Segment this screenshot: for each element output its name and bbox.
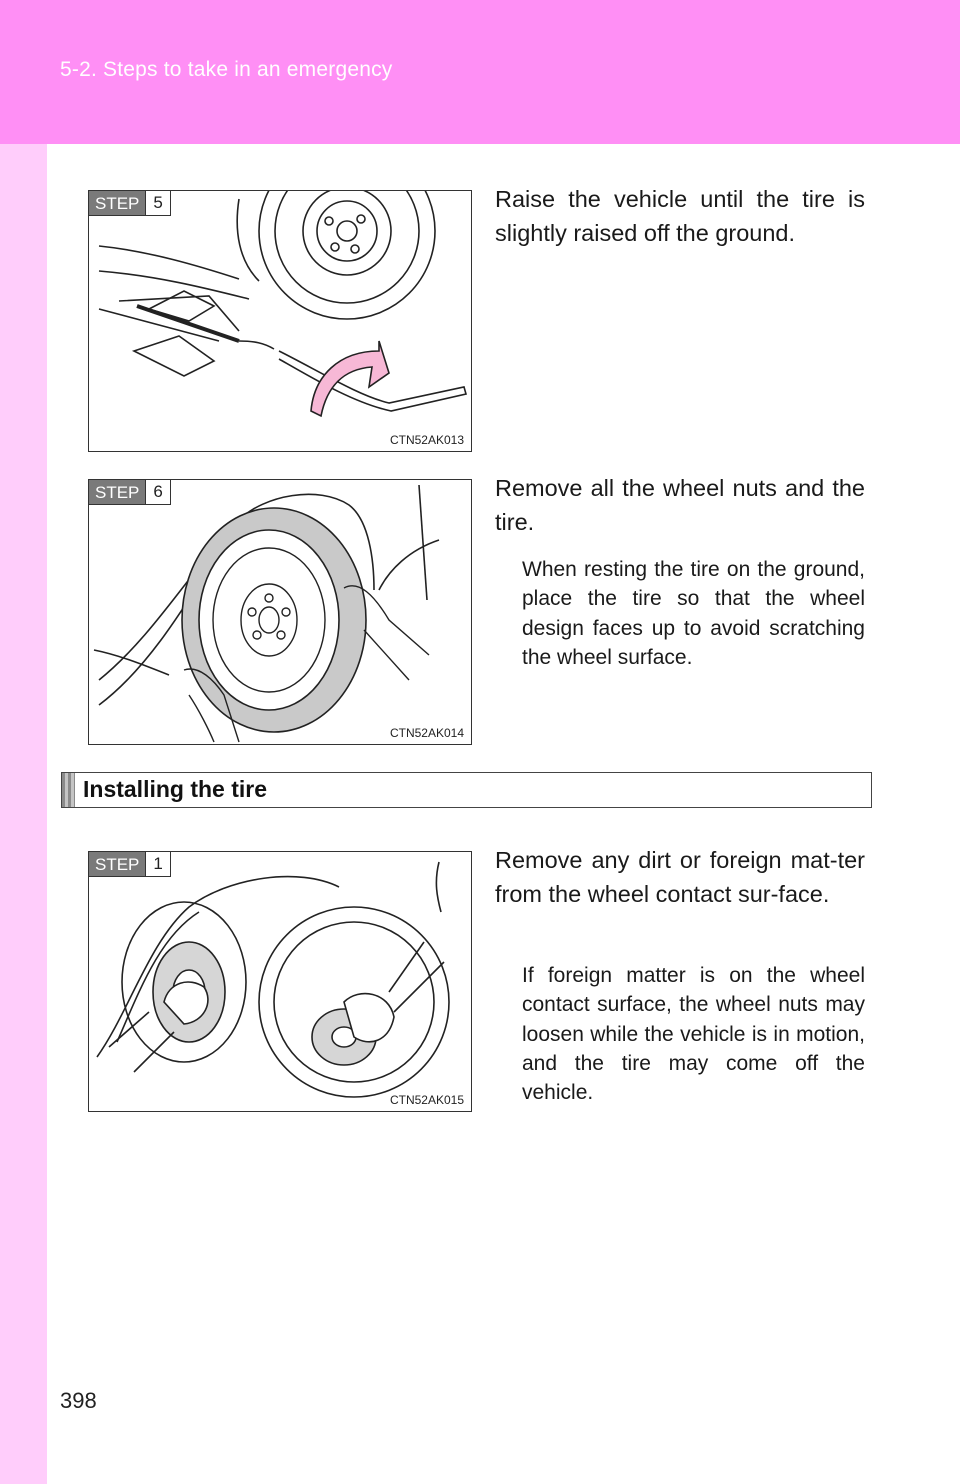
hub-cleaning-illustration [89,852,472,1112]
figure-step-5 [88,190,472,452]
heading-text: Installing the tire [83,776,268,802]
side-band [0,144,47,1484]
figure-code: CTN52AK014 [389,726,464,740]
step-number: 1 [146,852,170,877]
tire-removal-illustration [89,480,472,745]
step-6-text: Remove all the wheel nuts and the tire. [495,475,865,535]
jack-raising-illustration [89,191,472,452]
step-number: 6 [146,480,170,505]
heading-marker [62,773,75,807]
step-label: STEP [89,480,146,505]
step-6-note: When resting the tire on the ground, place the tire so that the wheel design faces up to avoid scratching the wheel surface. [522,558,865,669]
step-badge [89,480,171,505]
step-label: STEP [89,191,146,216]
page-number: 398 [60,1388,97,1413]
install-step-1-note: If foreign matter is on the wheel contact surface, the wheel nuts may loosen while the vehicle is in motion, and the tire may come off the vehicle. [522,964,865,1105]
figure-install-step-1 [88,851,472,1112]
section-title: 5-2. Steps to take in an emergency [60,58,393,81]
figure-code: CTN52AK013 [389,433,464,447]
figure-code: CTN52AK015 [389,1093,464,1107]
step-number: 5 [146,191,170,216]
step-5-text: Raise the vehicle until the tire is slightly raised off the ground. [495,186,865,246]
figure-step-6 [88,479,472,745]
step-badge [89,191,171,216]
install-step-1-text: Remove any dirt or foreign mat-ter from the wheel contact sur-face. [495,847,865,907]
header-band [0,0,960,144]
step-badge [89,852,171,877]
step-label: STEP [89,852,146,877]
installing-tire-heading [61,772,872,808]
